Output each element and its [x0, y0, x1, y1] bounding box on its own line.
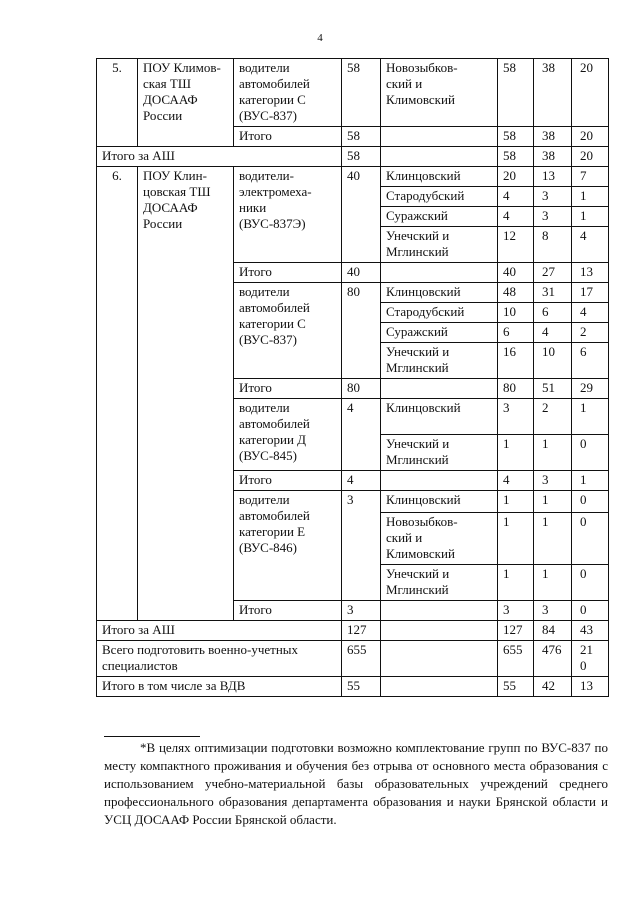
district-total-cell: 80 — [498, 379, 534, 399]
count-cell: 3 — [342, 601, 381, 621]
sub-b-cell: 17 — [572, 283, 609, 303]
count-cell: 655 — [342, 641, 381, 677]
district-total-cell: 40 — [498, 263, 534, 283]
sub-a-cell: 3 — [534, 207, 572, 227]
district-total-cell: 1 — [498, 565, 534, 601]
specialty-cell: Итого — [234, 263, 342, 283]
district-cell — [381, 127, 498, 147]
district-cell: Клинцовский — [381, 491, 498, 513]
count-cell: 58 — [342, 147, 381, 167]
district-total-cell: 127 — [498, 621, 534, 641]
sub-a-cell: 27 — [534, 263, 572, 283]
count-cell: 55 — [342, 677, 381, 697]
specialty-cell: Итого — [234, 379, 342, 399]
district-cell — [381, 379, 498, 399]
specialty-cell: водители автомобилей категории Е (ВУС-846) — [234, 491, 342, 601]
page-number: 4 — [317, 32, 323, 44]
sub-b-cell: 0 — [572, 565, 609, 601]
count-cell: 3 — [342, 491, 381, 601]
sub-b-cell: 4 — [572, 303, 609, 323]
district-total-cell: 48 — [498, 283, 534, 303]
table-row-total — [97, 147, 609, 167]
sub-a-cell: 6 — [534, 303, 572, 323]
table-row — [97, 167, 609, 187]
training-allocation-table — [96, 58, 609, 697]
specialty-cell: водители- электромеха- ники (ВУС-837Э) — [234, 167, 342, 263]
total-label-cell: Всего подготовить военно-учетных специалистов — [97, 641, 342, 677]
district-cell: Унечский и Мглинский — [381, 227, 498, 263]
district-cell — [381, 641, 498, 677]
sub-b-cell: 7 — [572, 167, 609, 187]
sub-b-cell: 1 — [572, 399, 609, 435]
total-label-cell: Итого за АШ — [97, 147, 342, 167]
district-total-cell: 58 — [498, 127, 534, 147]
district-cell: Суражский — [381, 207, 498, 227]
total-label-cell: Итого за АШ — [97, 621, 342, 641]
district-total-cell: 6 — [498, 323, 534, 343]
sub-a-cell: 2 — [534, 399, 572, 435]
district-total-cell: 10 — [498, 303, 534, 323]
specialty-cell: Итого — [234, 471, 342, 491]
row-number-cell: 5. — [97, 59, 138, 147]
sub-b-cell: 6 — [572, 343, 609, 379]
sub-b-cell: 13 — [572, 677, 609, 697]
sub-b-cell: 1 — [572, 207, 609, 227]
footnote-text: *В целях оптимизации подготовки возможно комплектование групп по ВУС-837 по месту компактного проживания и обучения без отрыва от основного места образования с использованием учебно-материальной базы образовательных учреждений среднего профессионального образования департамента образования и науки Брянской области и УСЦ ДОСААФ России Брянской области. — [104, 740, 608, 827]
sub-a-cell: 8 — [534, 227, 572, 263]
sub-a-cell: 10 — [534, 343, 572, 379]
count-cell: 4 — [342, 471, 381, 491]
specialty-cell: водители автомобилей категории С (ВУС-837) — [234, 283, 342, 379]
district-cell — [381, 471, 498, 491]
district-cell: Унечский и Мглинский — [381, 343, 498, 379]
sub-a-cell: 1 — [534, 435, 572, 471]
sub-b-cell: 29 — [572, 379, 609, 399]
sub-a-cell: 4 — [534, 323, 572, 343]
table-row-total — [97, 621, 609, 641]
sub-a-cell: 38 — [534, 59, 572, 127]
footnote-separator — [104, 736, 200, 737]
district-cell — [381, 621, 498, 641]
district-total-cell: 3 — [498, 399, 534, 435]
district-cell: Клинцовский — [381, 399, 498, 435]
district-total-cell: 4 — [498, 207, 534, 227]
district-total-cell: 655 — [498, 641, 534, 677]
district-total-cell: 1 — [498, 435, 534, 471]
sub-a-cell: 51 — [534, 379, 572, 399]
sub-b-cell: 13 — [572, 263, 609, 283]
sub-a-cell: 84 — [534, 621, 572, 641]
specialty-cell: Итого — [234, 127, 342, 147]
table-row — [97, 59, 609, 127]
district-total-cell: 4 — [498, 471, 534, 491]
sub-b-cell: 0 — [572, 513, 609, 565]
district-cell: Суражский — [381, 323, 498, 343]
district-cell: Новозыбков- ский и Климовский — [381, 513, 498, 565]
sub-b-cell: 1 — [572, 187, 609, 207]
sub-a-cell: 1 — [534, 491, 572, 513]
sub-a-cell: 3 — [534, 471, 572, 491]
count-cell: 40 — [342, 167, 381, 263]
specialty-cell: Итого — [234, 601, 342, 621]
district-total-cell: 20 — [498, 167, 534, 187]
sub-b-cell: 20 — [572, 127, 609, 147]
count-cell: 40 — [342, 263, 381, 283]
count-cell: 4 — [342, 399, 381, 471]
district-cell — [381, 677, 498, 697]
district-total-cell: 58 — [498, 147, 534, 167]
district-cell — [381, 601, 498, 621]
sub-b-cell: 1 — [572, 471, 609, 491]
count-cell: 127 — [342, 621, 381, 641]
table-row-grand-total — [97, 641, 609, 677]
sub-b-cell: 0 — [572, 491, 609, 513]
district-total-cell: 4 — [498, 187, 534, 207]
school-cell: ПОУ Климов- ская ТШ ДОСААФ России — [138, 59, 234, 147]
sub-a-cell: 1 — [534, 565, 572, 601]
district-total-cell: 3 — [498, 601, 534, 621]
sub-a-cell: 3 — [534, 187, 572, 207]
district-cell: Унечский и Мглинский — [381, 435, 498, 471]
total-label-cell: Итого в том числе за ВДВ — [97, 677, 342, 697]
count-cell: 80 — [342, 283, 381, 379]
district-total-cell: 58 — [498, 59, 534, 127]
district-cell — [381, 263, 498, 283]
count-cell: 58 — [342, 59, 381, 127]
district-cell: Стародубский — [381, 187, 498, 207]
district-cell: Клинцовский — [381, 167, 498, 187]
sub-a-cell: 38 — [534, 127, 572, 147]
district-cell: Унечский и Мглинский — [381, 565, 498, 601]
school-cell: ПОУ Клин- цовская ТШ ДОСААФ России — [138, 167, 234, 621]
district-total-cell: 16 — [498, 343, 534, 379]
district-total-cell: 1 — [498, 491, 534, 513]
sub-a-cell: 13 — [534, 167, 572, 187]
row-number-cell: 6. — [97, 167, 138, 621]
sub-a-cell: 31 — [534, 283, 572, 303]
sub-b-cell: 4 — [572, 227, 609, 263]
sub-b-cell: 2 — [572, 323, 609, 343]
district-cell — [381, 147, 498, 167]
sub-b-cell: 20 — [572, 59, 609, 127]
sub-b-cell: 21 0 — [572, 641, 609, 677]
district-cell: Клинцовский — [381, 283, 498, 303]
district-cell: Стародубский — [381, 303, 498, 323]
sub-b-cell: 0 — [572, 435, 609, 471]
sub-a-cell: 38 — [534, 147, 572, 167]
district-total-cell: 12 — [498, 227, 534, 263]
sub-a-cell: 1 — [534, 513, 572, 565]
specialty-cell: водители автомобилей категории Д (ВУС-845) — [234, 399, 342, 471]
table-row-total — [97, 677, 609, 697]
district-total-cell: 55 — [498, 677, 534, 697]
sub-b-cell: 0 — [572, 601, 609, 621]
count-cell: 80 — [342, 379, 381, 399]
sub-b-cell: 43 — [572, 621, 609, 641]
count-cell: 58 — [342, 127, 381, 147]
sub-a-cell: 476 — [534, 641, 572, 677]
specialty-cell: водители автомобилей категории С (ВУС-837) — [234, 59, 342, 127]
district-cell: Новозыбков- ский и Климовский — [381, 59, 498, 127]
sub-a-cell: 3 — [534, 601, 572, 621]
sub-b-cell: 20 — [572, 147, 609, 167]
district-total-cell: 1 — [498, 513, 534, 565]
sub-a-cell: 42 — [534, 677, 572, 697]
